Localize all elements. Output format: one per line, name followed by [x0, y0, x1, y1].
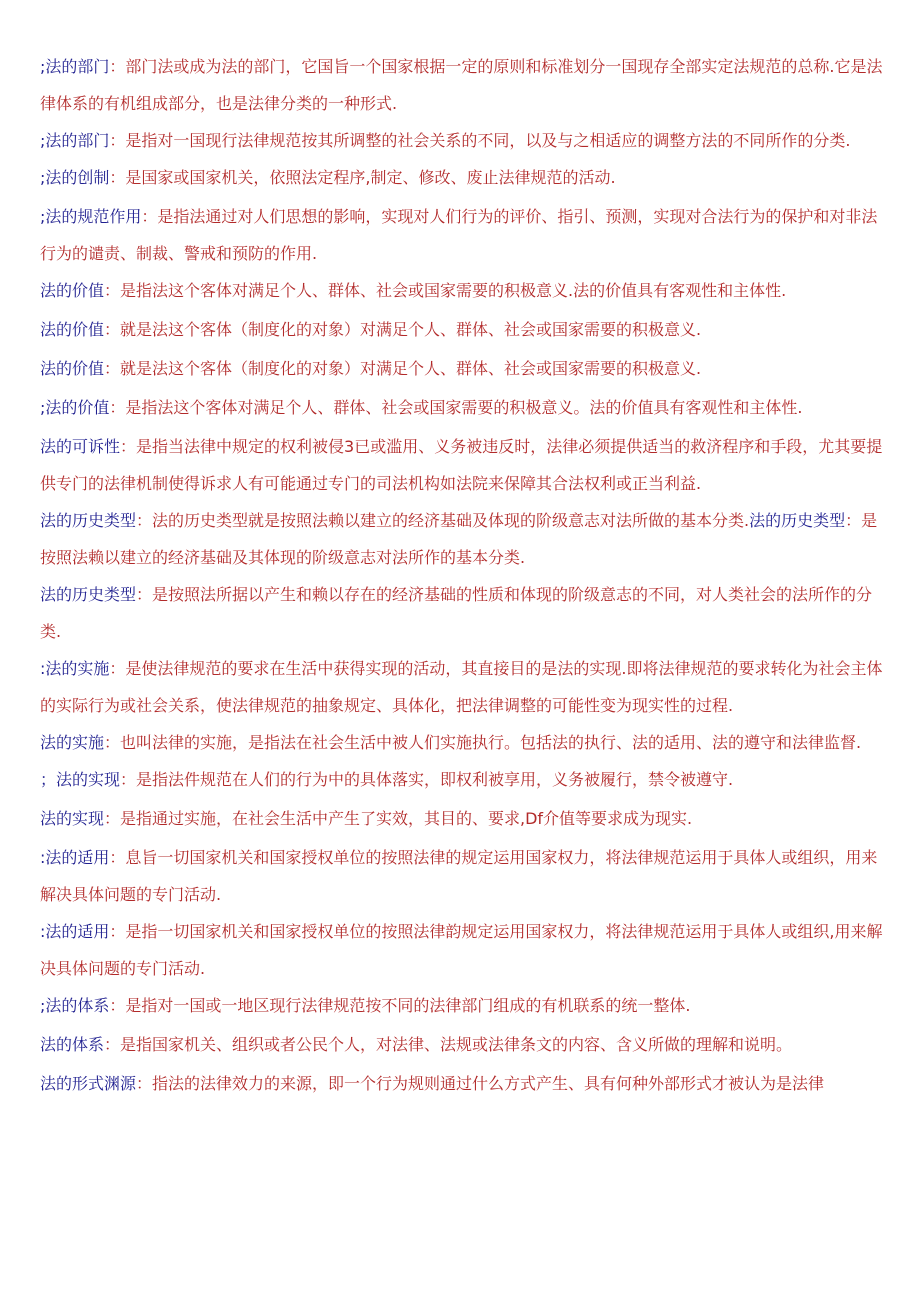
entry-term: 法的形式渊源 [40, 1074, 137, 1093]
entry-term: 法的历史类型 [40, 511, 137, 530]
entry-definition: ：是指通过实施，在社会生活中产生了实效，其目的、要求,Df介值等要求成为现实. [104, 809, 693, 828]
entry-term: ;法的规范作用 [40, 207, 142, 226]
entry-definition: ：指法的法律效力的来源，即一个行为规则通过什么方式产生、具有何种外部形式才被认为是法律 [136, 1074, 825, 1093]
entry-definition: ：是指法件规范在人们的行为中的具体落实，即权利被享用，义务被履行，禁令被遵守. [120, 770, 734, 789]
entry-definition: ：息旨一切国家机关和国家授权单位的按照法律的规定运用国家权力，将法律规范运用于具体人或组织，用来解决具体问题的专门活动. [40, 848, 878, 904]
entry-fadebumen-1 [40, 48, 885, 122]
entry-term: 法的实现 [40, 809, 105, 828]
entry-term: ;法的部门 [40, 57, 110, 76]
entry-term: 法的历史类型 [40, 585, 137, 604]
entry-definition: ：是指国家机关、组织或者公民个人，对法律、法规或法律条文的内容、含义所做的理解和说明。 [104, 1035, 793, 1054]
entry-definition: ：是指当法律中规定的权利被侵3已或滥用、义务被违反时，法律必须提供适当的救济程序和手段，尤其要提供专门的法律机制使得诉求人有可能通过专门的司法机构如法院来保障其合法权利或正当利益. [40, 437, 883, 493]
entry-definition: ：是国家或国家机关，依照法定程序,制定、修改、废止法律规范的活动. [109, 168, 616, 187]
entry-definition: ：是指一切国家机关和国家授权单位的按照法律韵规定运用国家权力，将法律规范运用于具体人或组织,用来解决具体问题的专门活动. [40, 922, 883, 978]
entry-term: ;法的创制 [40, 168, 110, 187]
entry-fadeguifanzuoyong [40, 198, 885, 272]
entry-definition: ：是按照法所据以产生和赖以存在的经济基础的性质和体现的阶级意志的不同，对人类社会的法所作的分类. [40, 585, 873, 641]
entry-definition: ：是按照法赖以建立的经济基础及其体现的阶级意志对法所作的基本分类. [40, 511, 878, 567]
entry-fadexingshiyuanyuan [40, 1065, 885, 1102]
entry-definition: ：是指法通过对人们思想的影响，实现对人们行为的评价、指引、预测，实现对合法行为的保护和对非法行为的谴责、制裁、警戒和预防的作用. [40, 207, 878, 263]
entry-fadetixi-1 [40, 987, 885, 1024]
entry-fadetixi-2 [40, 1026, 885, 1063]
entry-definition: ：就是法这个客体（制度化的对象）对满足个人、群体、社会或国家需要的积极意义. [104, 320, 702, 339]
entry-fadeshishi-1 [40, 650, 885, 724]
entry-definition: ：部门法或成为法的部门，它国旨一个国家根据一定的原则和标准划分一国现存全部实定法规范的总称.它是法律体系的有机组成部分，也是法律分类的一种形式. [40, 57, 883, 113]
entry-term: 法的历史类型 [749, 511, 846, 530]
entry-definition: ：法的历史类型就是按照法赖以建立的经济基础及体现的阶级意志对法所做的基本分类. [136, 511, 750, 530]
entry-term: ；法的实现 [40, 770, 121, 789]
entry-fadeshixian-1 [40, 761, 885, 798]
entry-term: 法的价值 [40, 320, 105, 339]
entry-term: ;法的部门 [40, 131, 110, 150]
entry-term: 法的体系 [40, 1035, 105, 1054]
entry-fadejiazhi-4 [40, 389, 885, 426]
entry-fadelishileixing-1 [40, 502, 885, 576]
entry-definition: ：是指法这个客体对满足个人、群体、社会或国家需要的积极意义.法的价值具有客观性和主体性. [104, 281, 787, 300]
entry-fadejiazhi-3 [40, 350, 885, 387]
entry-definition: ：是指法这个客体对满足个人、群体、社会或国家需要的积极意义。法的价值具有客观性和主体性. [109, 398, 803, 417]
entry-term: 法的价值 [40, 281, 105, 300]
entry-fadechuangzhi [40, 159, 885, 196]
entry-term: :法的适用 [40, 922, 110, 941]
entry-term: 法的价值 [40, 359, 105, 378]
entry-term: 法的可诉性 [40, 437, 121, 456]
entry-fadeshiyong-1 [40, 839, 885, 913]
entry-fadeshiyong-2 [40, 913, 885, 987]
entry-definition: ：就是法这个客体（制度化的对象）对满足个人、群体、社会或国家需要的积极意义. [104, 359, 702, 378]
entry-term: :法的适用 [40, 848, 110, 867]
entry-term: 法的实施 [40, 733, 105, 752]
entry-definition: ：是指对一国或一地区现行法律规范按不同的法律部门组成的有机联系的统一整体. [109, 996, 691, 1015]
entry-fadejiazhi-2 [40, 311, 885, 348]
entry-term: ;法的体系 [40, 996, 110, 1015]
entry-fadekesuxing [40, 428, 885, 502]
entry-term: ;法的价值 [40, 398, 110, 417]
entry-definition: ：也叫法律的实施，是指法在社会生活中被人们实施执行。包括法的执行、法的适用、法的遵守和法律监督. [104, 733, 862, 752]
entry-fadeshixian-2 [40, 800, 885, 837]
entry-definition: ：是使法律规范的要求在生活中获得实现的活动，其直接目的是法的实现.即将法律规范的要求转化为社会主体的实际行为或社会关系，使法律规范的抽象规定、具体化，把法律调整的可能性变为现实性的过程. [40, 659, 883, 715]
entry-term: :法的实施 [40, 659, 110, 678]
entry-fadelishileixing-2 [40, 576, 885, 650]
entry-definition: ：是指对一国现行法律规范按其所调整的社会关系的不同，以及与之相适应的调整方法的不同所作的分类. [109, 131, 851, 150]
entry-fadeshishi-2 [40, 724, 885, 761]
entry-fadejiazhi-1 [40, 272, 885, 309]
document-body [40, 48, 885, 1104]
entry-fadebumen-2 [40, 122, 885, 159]
